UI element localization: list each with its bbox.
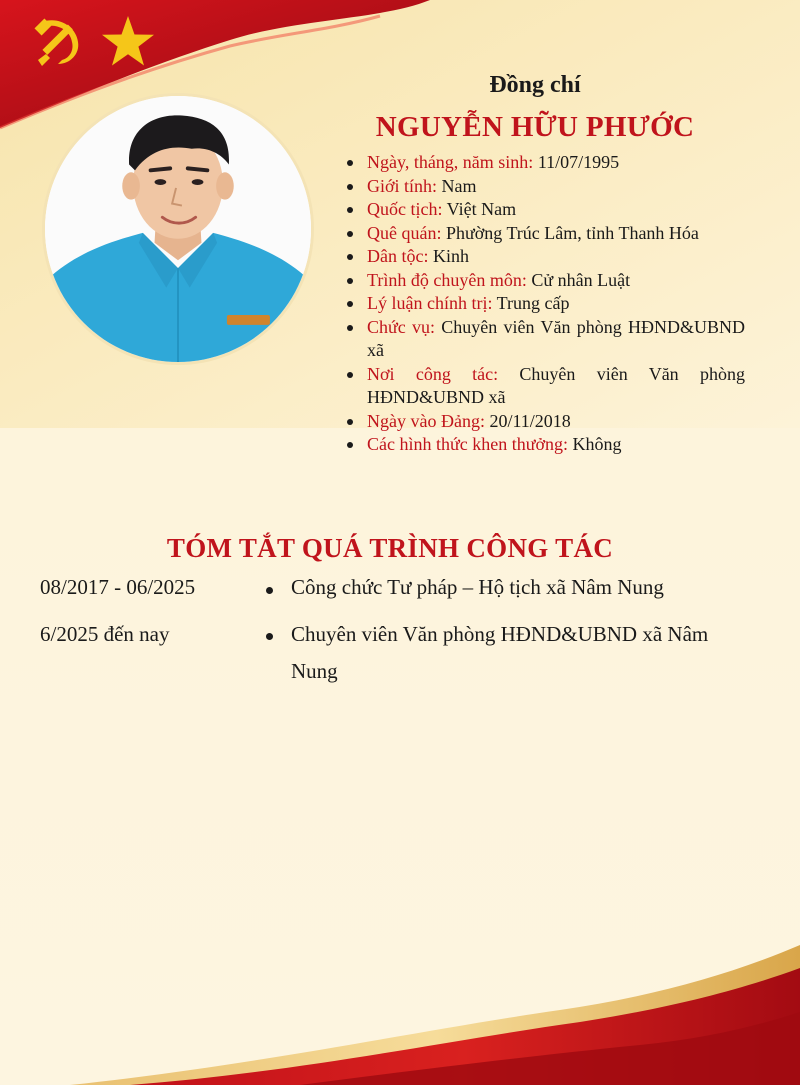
person-name: NGUYỄN HỮU PHƯỚC	[375, 111, 695, 143]
info-workplace	[345, 363, 745, 410]
info-political-theory	[345, 292, 745, 316]
work-description: Công chức Tư pháp – Hộ tịch xã Nâm Nung	[291, 575, 664, 599]
star-icon	[100, 14, 156, 68]
info-nationality	[345, 198, 745, 222]
work-history-title: TÓM TẮT QUÁ TRÌNH CÔNG TÁC	[166, 533, 614, 563]
info-value: Việt Nam	[446, 199, 517, 219]
info-label: Ngày vào Đảng:	[367, 410, 485, 431]
info-value: Phường Trúc Lâm, tỉnh Thanh Hóa	[445, 222, 699, 243]
info-value: Kinh	[432, 246, 469, 266]
info-ethnicity	[345, 245, 745, 269]
info-label: Chức vụ:	[367, 316, 436, 337]
info-label: Quê quán:	[367, 222, 442, 243]
info-label: Ngày, tháng, năm sinh:	[367, 152, 534, 172]
info-value: Chuyên viên Văn phòng HĐND&UBND xã	[367, 316, 745, 360]
info-value: Nam	[441, 175, 477, 196]
info-birthdate	[345, 151, 745, 175]
info-value: Cử nhân Luật	[531, 269, 631, 290]
info-value: 20/11/2018	[489, 410, 571, 431]
info-party-join-date	[345, 410, 745, 434]
info-gender	[345, 175, 745, 199]
bullet-icon	[266, 633, 273, 640]
personal-info-list	[345, 151, 745, 457]
info-label: Các hình thức khen thưởng:	[367, 434, 568, 454]
hammer-sickle-icon	[30, 10, 90, 70]
info-label: Trình độ chuyên môn:	[367, 269, 527, 290]
info-label: Lý luận chính trị:	[367, 293, 493, 313]
info-education	[345, 269, 745, 293]
work-period: 08/2017 - 06/2025	[40, 575, 196, 599]
info-value: Trung cấp	[496, 293, 570, 313]
bullet-icon	[266, 587, 273, 594]
info-hometown	[345, 222, 745, 246]
info-awards	[345, 433, 745, 457]
info-value: Không	[572, 434, 622, 454]
work-description: Chuyên viên Văn phòng HĐND&UBND xã Nâm Nung	[291, 622, 709, 683]
honorific: Đồng chí	[489, 72, 581, 98]
info-label: Giới tính:	[367, 175, 438, 196]
info-position	[345, 316, 745, 363]
info-label: Quốc tịch:	[367, 199, 443, 219]
work-period: 6/2025 đến nay	[40, 622, 170, 646]
portrait-photo	[42, 93, 314, 365]
info-value: Chuyên viên Văn phòng HĐND&UBND xã	[367, 363, 745, 407]
info-label: Nơi công tác:	[367, 363, 499, 384]
info-label: Dân tộc:	[367, 246, 429, 266]
info-value: 11/07/1995	[537, 152, 620, 172]
